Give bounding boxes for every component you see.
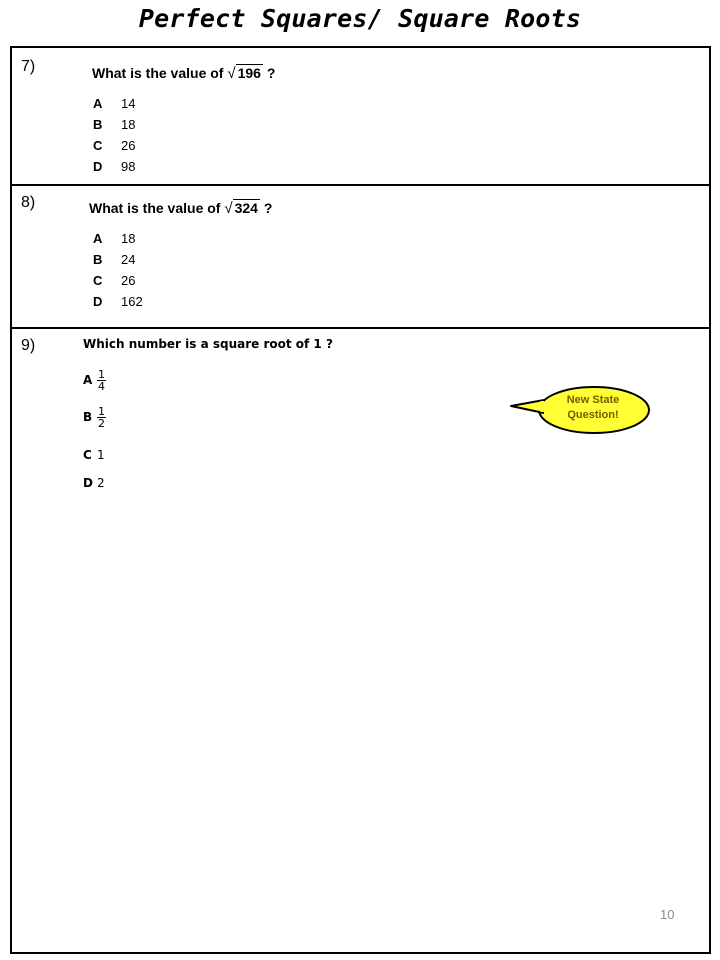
worksheet-frame [10,46,711,954]
option-d: D 98 [93,159,136,174]
fraction: $\frac{1}{2}$ [98,405,105,430]
radicand: 196 [237,65,261,81]
option-d: D 162 [93,294,143,309]
question-prompt [89,200,272,217]
question-7-box [12,48,709,186]
square-root-symbol: √ [224,200,233,217]
option-a: A 14 [93,96,136,111]
option-c: C 26 [93,138,136,153]
callout-text: New State Question! [566,394,620,421]
question-prompt: Which number is a square root of 1 ? [83,337,333,351]
question-prompt [92,65,275,82]
option-b: B 24 [93,252,136,267]
option-a: A 18 [93,231,136,246]
option-c: C 1 [83,448,105,462]
page-number: 10 [660,907,675,922]
option-b: B $\frac{1}{2}$ [83,405,105,430]
option-d: D 2 [83,476,105,490]
question-mark: ? [263,200,273,216]
question-mark: ? [266,65,276,81]
prompt-text: What is the value of [89,200,221,216]
question-number: 9) [21,337,36,354]
question-number: 7) [21,58,36,75]
option-a: A $\frac{1}{4}$ [83,368,105,393]
question-number: 8) [21,194,36,211]
square-root-symbol: √ [227,65,236,82]
fraction: $\frac{1}{4}$ [98,368,105,393]
radicand: 324 [234,200,258,216]
option-c: C 26 [93,273,136,288]
radical-expression [224,200,260,217]
prompt-text: What is the value of [92,65,224,81]
page-title: Perfect Squares/ Square Roots [138,4,582,33]
callout-tail [511,400,544,413]
question-8-box [12,186,709,329]
radical-expression [227,65,263,82]
option-b: B 18 [93,117,136,132]
